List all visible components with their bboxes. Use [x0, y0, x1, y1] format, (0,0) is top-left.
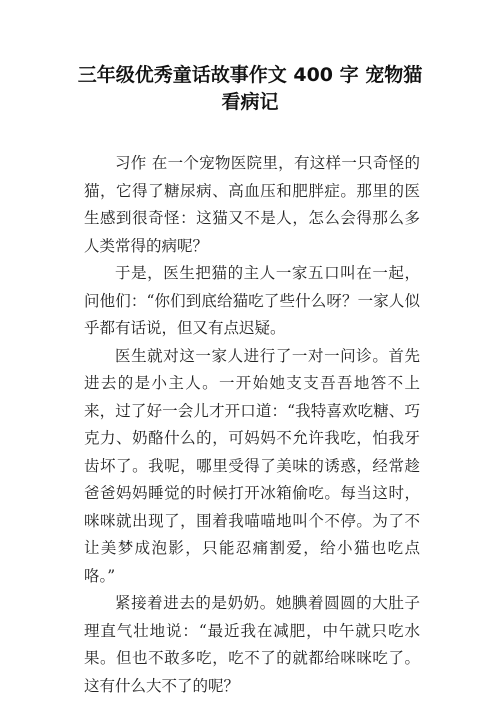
paragraph: 于是，医生把猫的主人一家五口叫在一起，问他们：“你们到底给猫吃了些什么呀？一家人似乎都有话说，但又有点迟疑。: [84, 264, 420, 337]
paragraph: 习作 在一个宠物医院里，有这样一只奇怪的猫，它得了糖尿病、高血压和肥胖症。那里的医生感到很奇怪：这猫又不是人，怎么会得那么多人类常得的病呢？: [84, 154, 420, 255]
paragraph: 紧接着进去的是奶奶。她腆着圆圆的大肚子理直气壮地说：“最近我在减肥，中午就只吃水果。但也不敢多吃，吃不了的就都给咪咪吃了。这有什么大不了的呢？: [84, 594, 420, 695]
document-title: 三年级优秀童话故事作文 400 字 宠物猫看病记: [77, 64, 423, 113]
paragraph: 医生就对这一家人进行了一对一问诊。首先进去的是小主人。一开始她支支吾吾地答不上来，过了好一会儿才开口道：“我特喜欢吃糖、巧克力、奶酪什么的，可妈妈不允许我吃，怕我牙齿坏了。我呢，哪里受得了美味的诱惑，经常趁爸爸妈妈睡觉的时候打开冰箱偷吃。每当这时，咪咪就出现了，围着我喵喵地叫个不停。为了不让美梦成泡影，只能忍痛割爱，给小猫也吃点咯。”: [84, 346, 420, 585]
document-body: [84, 150, 420, 700]
